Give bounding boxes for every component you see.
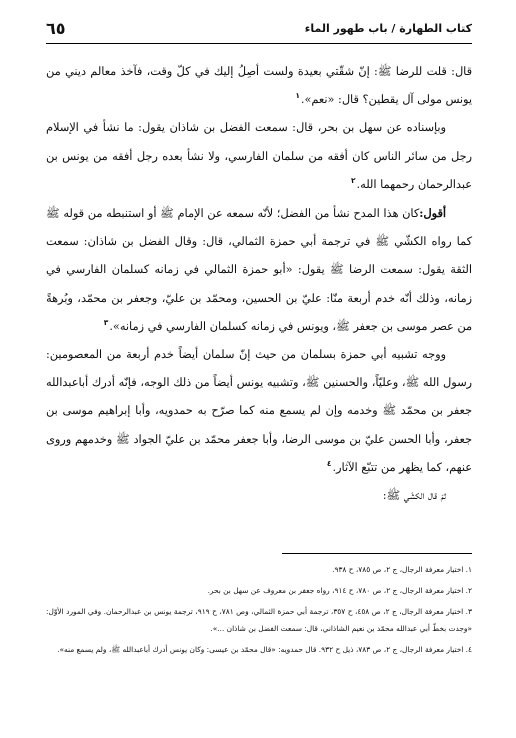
paragraph-label: أقول:: [419, 206, 446, 221]
paragraph: [46, 199, 472, 341]
paragraph: [46, 114, 472, 199]
paragraph-text: ووجه تشبيه أبي حمزة بسلمان من حيث إنّ سلمان أيضاً خدم أربعة من المعصومين: رسول الله ﷺ، وعليّاً، والحسنين ﷺ، وتشبيه يونس أيضاً من ذلك الوجه، فإنّه أدرك أباعبدالله جعفر بن محمّد ﷺ وخدمه وإن لم يسمع منه كما صرّح به حمدويه، وأبا إبراهيم موسى بن جعفر، وأبا الحسن عليّ بن موسى الرضا، وأبا جعفر محمّد بن عليّ الجواد ﷺ وخدمهم وروى عنهم، كما يظهر من تتبّع الآثار.: [46, 348, 472, 474]
paragraph: [46, 58, 472, 114]
page-number: ٦٥: [46, 19, 66, 38]
header-rule: [46, 43, 472, 44]
footnote-ref[interactable]: ٤: [326, 459, 332, 469]
paragraph-text: وبإسناده عن سهل بن بحر، قال: سمعت الفضل بن شاذان يقول: ما نشأ في الإسلام رجل من سائر الناس كان أفقه من سلمان الفارسي، ولا نشأ بعده رجل أفقه من يونس بن عبدالرحمان رحمهما الله.: [46, 121, 472, 191]
footnote: ٤. اختيار معرفة الرجال، ج ٢، ص ٧٨٣، ذيل ح ٩٣٢. قال حمدويه: «قال محمّد بن عيسى: وكان يونس أدرك أباعبدالله ﷺ، ولم يسمع منه».: [57, 644, 472, 654]
paragraph-text: قال: قلت للرضا ﷺ: إنّ شقّتي بعيدة ولست أصِلُ إليك في كلّ وقت، فآخذ معالم ديني من يونس مولى آل يقطين؟ قال: «نعم».: [46, 65, 472, 107]
footnote-ref[interactable]: ٢: [350, 176, 356, 186]
footnotes: [46, 562, 472, 663]
footnote: ٣. اختيار معرفة الرجال، ج ٢، ص ٤٥٨، ح ٣٥٧، ترجمة أبي حمزة الثمالي، وص ٧٨١، ح ٩١٩، ترجمة يونس بن عبدالرحمان. وفي المورد الأوّل: «وجدت بخطّ أبي عبدالله محمّد بن نعيم الشاذاني، قال: سمعت الفضل بن شاذان ...».: [46, 607, 473, 633]
paragraph-text: ثمّ قال الكشّي ﷺ:: [382, 489, 446, 503]
footnote-ref[interactable]: ٣: [103, 318, 109, 328]
footnote-ref[interactable]: ١: [295, 91, 300, 101]
page-header: [46, 19, 472, 42]
footnote: ١. اختيار معرفة الرجال، ج ٢، ص ٧٨٥، ح ٩٣٨.: [332, 565, 472, 574]
running-title: كتاب الطهارة / باب طهور الماء: [304, 22, 472, 35]
footnote-rule: [282, 553, 472, 554]
paragraph: [46, 482, 472, 510]
main-text: [46, 58, 472, 510]
footnote: ٢. اختيار معرفة الرجال، ج ٢، ص ٧٨٠، ح ٩١٤، رواه جعفر بن معروف عن سهل بن بحر.: [207, 586, 472, 596]
paragraph: [46, 341, 472, 482]
paragraph-text: كان هذا المدح نشأ من الفضل؛ لأنّه سمعه عن الإمام ﷺ أو استنبطه من قوله ﷺ كما رواه الكشّي ﷺ في ترجمة أبي حمزة الثمالي، قال: وقال الفضل بن شاذان: سمعت الثقة يقول: سمعت الرضا ﷺ يقول: «أبو حمزة الثمالي في زمانه كسلمان الفارسي في زمانه، وذلك أنّه خدم أربعة منّا: عليّ بن الحسين، ومحمّد بن عليّ، وجعفر بن محمّد، وبُرهةً من عصر موسى بن جعفر ﷺ، ويونس في زمانه كسلمان الفارسي في زمانه».: [46, 207, 472, 333]
